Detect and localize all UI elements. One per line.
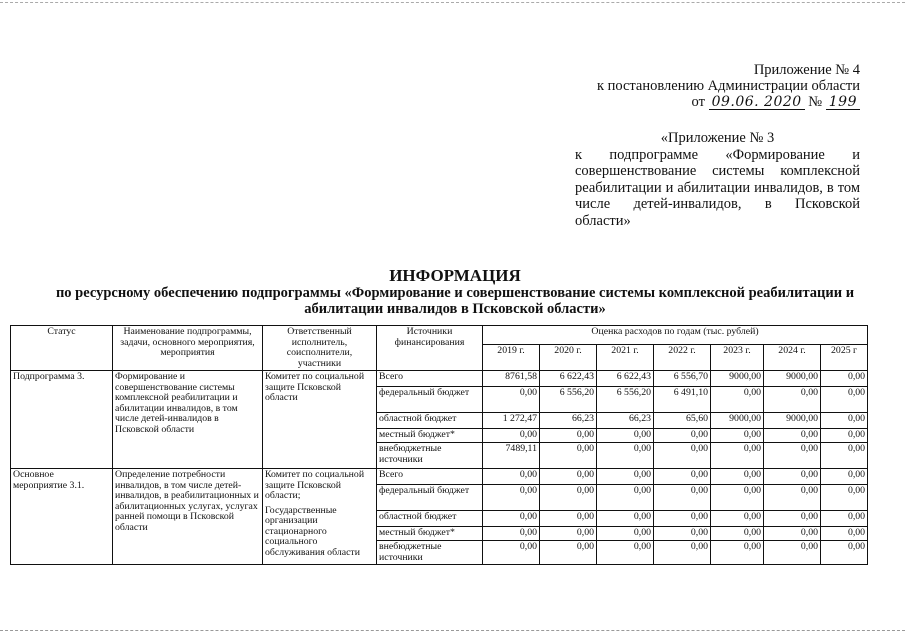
cell-value: 0,00 [821, 541, 868, 565]
cell-value: 6 622,43 [597, 371, 654, 387]
ot-label: от [691, 94, 705, 110]
cell-value: 0,00 [597, 429, 654, 443]
document-title [40, 267, 870, 317]
cell-value: 0,00 [654, 429, 711, 443]
cell-value: 0,00 [711, 527, 764, 541]
cell-value: 0,00 [821, 429, 868, 443]
cell-source: областной бюджет [377, 511, 483, 527]
cell-value: 6 556,20 [540, 387, 597, 413]
cell-value: 0,00 [483, 511, 540, 527]
cell-source: федеральный бюджет [377, 387, 483, 413]
cell-value: 6 622,43 [540, 371, 597, 387]
cell-value: 0,00 [764, 541, 821, 565]
cell-value: 0,00 [540, 541, 597, 565]
scan-top-edge [0, 2, 905, 4]
cell-value: 0,00 [711, 387, 764, 413]
cell-value: 0,00 [540, 527, 597, 541]
title-main: ИНФОРМАЦИЯ [389, 266, 521, 285]
cell-value: 0,00 [821, 469, 868, 485]
cell-value: 0,00 [764, 485, 821, 511]
cell-source: федеральный бюджет [377, 485, 483, 511]
cell-value: 0,00 [597, 443, 654, 469]
executor-secondary: Государственные организации стационарного социального обслуживания области [265, 504, 360, 558]
cell-value: 0,00 [540, 485, 597, 511]
cell-value: 0,00 [654, 511, 711, 527]
decree-reference: к постановлению Администрации области [596, 78, 860, 94]
cell-value: 9000,00 [711, 413, 764, 429]
cell-source: Всего [377, 371, 483, 387]
cell-value: 0,00 [483, 469, 540, 485]
cell-value: 0,00 [764, 443, 821, 469]
title-subtitle: по ресурсному обеспечению подпрограммы «Формирование и совершенствование системы комплексной реабилитации и абилитации инвалидов в Псковской области» [55, 285, 855, 317]
cell-value: 0,00 [483, 429, 540, 443]
cell-value: 66,23 [597, 413, 654, 429]
header-name: Наименование подпрограммы, задачи, основного мероприятия, мероприятия [113, 326, 263, 371]
cell-value: 9000,00 [711, 371, 764, 387]
cell-value: 6 491,10 [654, 387, 711, 413]
cell-value: 0,00 [597, 511, 654, 527]
table-row [11, 371, 868, 387]
cell-value: 0,00 [764, 469, 821, 485]
cell-value: 0,00 [654, 527, 711, 541]
cell-value: 0,00 [654, 469, 711, 485]
cell-value: 0,00 [764, 511, 821, 527]
resource-table [10, 325, 868, 565]
cell-value: 0,00 [764, 429, 821, 443]
appendix4-header [575, 62, 860, 110]
cell-value: 1 272,47 [483, 413, 540, 429]
header-year: 2021 г. [597, 345, 654, 371]
cell-value: 0,00 [821, 413, 868, 429]
cell-value: 8761,58 [483, 371, 540, 387]
cell-value: 9000,00 [764, 371, 821, 387]
cell-value: 9000,00 [764, 413, 821, 429]
cell-value: 0,00 [821, 511, 868, 527]
cell-value: 0,00 [654, 541, 711, 565]
cell-value: 0,00 [711, 485, 764, 511]
cell-source: местный бюджет* [377, 527, 483, 541]
cell-value: 65,60 [654, 413, 711, 429]
cell-executor: Комитет по социальной защите Псковской области [263, 371, 377, 469]
cell-source: областной бюджет [377, 413, 483, 429]
header-estimate: Оценка расходов по годам (тыс. рублей) [483, 326, 868, 345]
cell-value: 0,00 [483, 485, 540, 511]
header-year: 2025 г [821, 345, 868, 371]
cell-value: 66,23 [540, 413, 597, 429]
cell-value: 6 556,70 [654, 371, 711, 387]
cell-value: 0,00 [597, 541, 654, 565]
cell-value: 0,00 [821, 387, 868, 413]
header-year: 2024 г. [764, 345, 821, 371]
header-executor: Ответственный исполнитель, соисполнители, участники [263, 326, 377, 371]
cell-value: 0,00 [597, 527, 654, 541]
table-row [11, 469, 868, 485]
cell-source: местный бюджет* [377, 429, 483, 443]
cell-value: 0,00 [711, 429, 764, 443]
cell-status: Подпрограмма 3. [11, 371, 113, 469]
cell-value: 0,00 [540, 443, 597, 469]
cell-status: Основное мероприятие 3.1. [11, 469, 113, 565]
cell-value: 0,00 [821, 485, 868, 511]
executor-primary: Комитет по социальной защите Псковской области; [265, 469, 365, 501]
cell-value: 7489,11 [483, 443, 540, 469]
decree-date-line [575, 94, 860, 110]
cell-value: 0,00 [540, 429, 597, 443]
cell-value: 0,00 [654, 443, 711, 469]
cell-value: 0,00 [821, 443, 868, 469]
header-sources: Источники финансирования [377, 326, 483, 371]
appendix3-label: «Приложение № 3 [660, 130, 775, 146]
cell-source: Всего [377, 469, 483, 485]
header-year: 2020 г. [540, 345, 597, 371]
cell-value: 0,00 [597, 469, 654, 485]
cell-value: 0,00 [483, 387, 540, 413]
cell-executor [263, 469, 377, 565]
cell-source: внебюджетные источники [377, 443, 483, 469]
cell-name: Определение потребности инвалидов, в том числе детей-инвалидов, в реабилитационных и абилитационных услугах, услугах ранней помощи в Псковской области [113, 469, 263, 565]
cell-value: 0,00 [821, 371, 868, 387]
cell-source: внебюджетные источники [377, 541, 483, 565]
header-year: 2023 г. [711, 345, 764, 371]
cell-value: 0,00 [711, 511, 764, 527]
scan-bottom-edge [0, 630, 905, 632]
cell-value: 0,00 [597, 485, 654, 511]
cell-value: 0,00 [540, 511, 597, 527]
cell-value: 0,00 [483, 527, 540, 541]
cell-value: 0,00 [711, 469, 764, 485]
cell-value: 0,00 [711, 541, 764, 565]
cell-value: 0,00 [764, 527, 821, 541]
cell-value: 0,00 [764, 387, 821, 413]
header-year: 2022 г. [654, 345, 711, 371]
cell-value: 0,00 [654, 485, 711, 511]
header-status: Статус [11, 326, 113, 371]
cell-value: 0,00 [711, 443, 764, 469]
appendix3-block [575, 130, 860, 229]
cell-name: Формирование и совершенствование системы комплексной реабилитации и абилитации инвалидов, в том числе детей-инвалидов в Псковской области [113, 371, 263, 469]
cell-value: 0,00 [483, 541, 540, 565]
cell-value: 0,00 [540, 469, 597, 485]
handwritten-number: 199 [826, 95, 860, 110]
header-year: 2019 г. [483, 345, 540, 371]
cell-value: 0,00 [821, 527, 868, 541]
cell-value: 6 556,20 [597, 387, 654, 413]
appendix4-label: Приложение № 4 [753, 62, 860, 78]
number-sign: № [808, 94, 823, 110]
appendix3-body: к подпрограмме «Формирование и совершенствование системы комплексной реабилитации и абилитации инвалидов, в том числе детей-инвалидов, в Псковской области» [575, 146, 860, 229]
handwritten-date: 09.06. 2020 [709, 95, 805, 110]
